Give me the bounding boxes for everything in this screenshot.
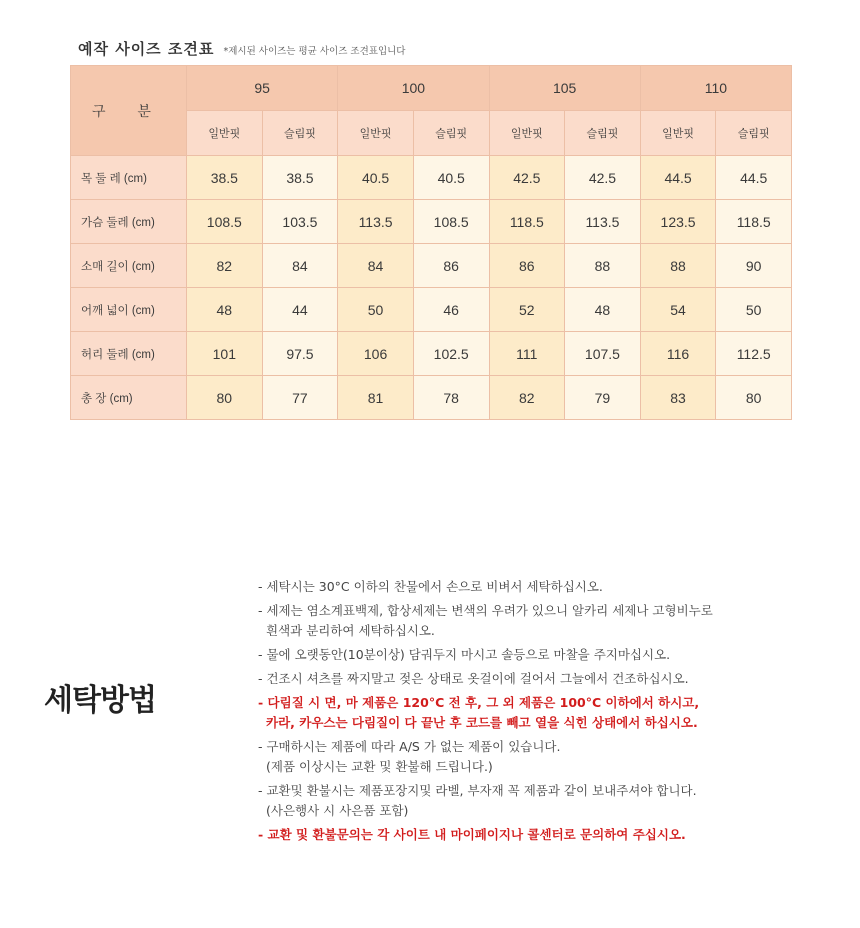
measurement-value: 88 (640, 244, 716, 288)
care-instruction-line: - 물에 오랫동안(10분이상) 담궈두지 마시고 솔등으로 마찰을 주지마십시오. (258, 647, 671, 662)
size-table-body (71, 156, 792, 420)
measurement-value: 81 (338, 376, 414, 420)
measurement-label: 가슴 둘레 (cm) (71, 200, 187, 244)
measurement-value: 77 (262, 376, 338, 420)
size-header-95: 95 (187, 66, 338, 111)
measurement-row (71, 200, 792, 244)
fit-header-regular: 일반핏 (489, 111, 565, 156)
care-instruction-item (258, 601, 838, 641)
measurement-value: 102.5 (413, 332, 489, 376)
care-instruction-line: - 교환및 환불시는 제품포장지및 라벨, 부자재 꼭 제품과 같이 보내주셔야 합니다. (258, 783, 697, 798)
care-instruction-line: 카라, 카우스는 다림질이 다 끝난 후 코드를 빼고 열을 식힌 상태에서 하십시오. (266, 715, 698, 730)
measurement-value: 106 (338, 332, 414, 376)
size-header-row (71, 66, 792, 111)
measurement-value: 46 (413, 288, 489, 332)
measurement-value: 50 (716, 288, 792, 332)
measurement-value: 118.5 (489, 200, 565, 244)
measurement-value: 80 (716, 376, 792, 420)
fit-header-slim: 슬림핏 (262, 111, 338, 156)
measurement-row (71, 244, 792, 288)
care-instruction-line: - 교환 및 환불문의는 각 사이트 내 마이페이지나 콜센터로 문의하여 주십시오. (258, 827, 686, 842)
fit-header-regular: 일반핏 (640, 111, 716, 156)
measurement-value: 86 (413, 244, 489, 288)
measurement-value: 48 (187, 288, 263, 332)
measurement-value: 80 (187, 376, 263, 420)
measurement-value: 97.5 (262, 332, 338, 376)
care-section-title: 세탁방법 (44, 683, 156, 718)
measurement-value: 108.5 (187, 200, 263, 244)
size-chart-table (70, 65, 792, 420)
measurement-value: 107.5 (565, 332, 641, 376)
size-header-100: 100 (338, 66, 489, 111)
measurement-value: 40.5 (413, 156, 489, 200)
measurement-value: 84 (262, 244, 338, 288)
care-warning-item (258, 693, 838, 733)
fit-header-slim: 슬림핏 (413, 111, 489, 156)
measurement-value: 108.5 (413, 200, 489, 244)
measurement-label: 허리 둘레 (cm) (71, 332, 187, 376)
care-instruction-line: 흰색과 분리하여 세탁하십시오. (266, 623, 435, 638)
measurement-value: 48 (565, 288, 641, 332)
care-instructions-list (258, 577, 838, 849)
measurement-row (71, 332, 792, 376)
measurement-value: 38.5 (187, 156, 263, 200)
measurement-label: 소매 길이 (cm) (71, 244, 187, 288)
measurement-value: 112.5 (716, 332, 792, 376)
fit-header-slim: 슬림핏 (565, 111, 641, 156)
care-warning-item (258, 825, 838, 845)
care-instruction-line: - 다림질 시 면, 마 제품은 120°C 전 후, 그 외 제품은 100°C 이하에서 하시고, (258, 695, 700, 710)
measurement-value: 44.5 (716, 156, 792, 200)
measurement-value: 82 (489, 376, 565, 420)
measurement-value: 44 (262, 288, 338, 332)
size-chart-title-row (78, 38, 406, 59)
care-instruction-line: - 구매하시는 제품에 따라 A/S 가 없는 제품이 있습니다. (258, 739, 561, 754)
measurement-value: 111 (489, 332, 565, 376)
measurement-value: 90 (716, 244, 792, 288)
measurement-value: 44.5 (640, 156, 716, 200)
care-instruction-item (258, 737, 838, 777)
fit-header-regular: 일반핏 (187, 111, 263, 156)
fit-header-slim: 슬림핏 (716, 111, 792, 156)
measurement-label: 어깨 넓이 (cm) (71, 288, 187, 332)
care-instruction-line: - 건조시 셔츠를 짜지말고 젖은 상태로 옷걸이에 걸어서 그늘에서 건조하십시오. (258, 671, 689, 686)
care-instruction-item (258, 781, 838, 821)
measurement-row (71, 376, 792, 420)
size-header-105: 105 (489, 66, 640, 111)
care-instruction-line: - 세제는 염소계표백제, 합상세제는 변색의 우려가 있으니 알카리 세제나 고형비누로 (258, 603, 713, 618)
measurement-value: 42.5 (489, 156, 565, 200)
care-instruction-line: (제품 이상시는 교환 및 환불해 드립니다.) (266, 759, 493, 774)
measurement-value: 113.5 (565, 200, 641, 244)
measurement-value: 52 (489, 288, 565, 332)
measurement-value: 42.5 (565, 156, 641, 200)
measurement-value: 84 (338, 244, 414, 288)
measurement-value: 82 (187, 244, 263, 288)
measurement-value: 113.5 (338, 200, 414, 244)
measurement-value: 123.5 (640, 200, 716, 244)
measurement-value: 40.5 (338, 156, 414, 200)
measurement-value: 101 (187, 332, 263, 376)
measurement-value: 88 (565, 244, 641, 288)
care-instruction-line: (사은행사 시 사은품 포함) (266, 803, 409, 818)
measurement-value: 103.5 (262, 200, 338, 244)
measurement-value: 38.5 (262, 156, 338, 200)
size-chart-note: *제시된 사이즈는 평균 사이즈 조견표입니다 (223, 46, 406, 57)
measurement-label: 총 장 (cm) (71, 376, 187, 420)
care-instruction-item (258, 669, 838, 689)
measurement-label: 목 둘 레 (cm) (71, 156, 187, 200)
measurement-value: 86 (489, 244, 565, 288)
measurement-value: 50 (338, 288, 414, 332)
measurement-value: 83 (640, 376, 716, 420)
size-chart-title: 예작 사이즈 조견표 (78, 40, 215, 58)
care-instruction-line: - 세탁시는 30°C 이하의 찬물에서 손으로 비벼서 세탁하십시오. (258, 579, 603, 594)
measurement-value: 79 (565, 376, 641, 420)
measurement-row (71, 288, 792, 332)
care-instruction-item (258, 645, 838, 665)
measurement-value: 78 (413, 376, 489, 420)
care-instruction-item (258, 577, 838, 597)
measurement-value: 54 (640, 288, 716, 332)
measurement-value: 118.5 (716, 200, 792, 244)
measurement-row (71, 156, 792, 200)
measurement-value: 116 (640, 332, 716, 376)
header-label: 구 분 (71, 66, 187, 156)
size-header-110: 110 (640, 66, 791, 111)
fit-header-regular: 일반핏 (338, 111, 414, 156)
